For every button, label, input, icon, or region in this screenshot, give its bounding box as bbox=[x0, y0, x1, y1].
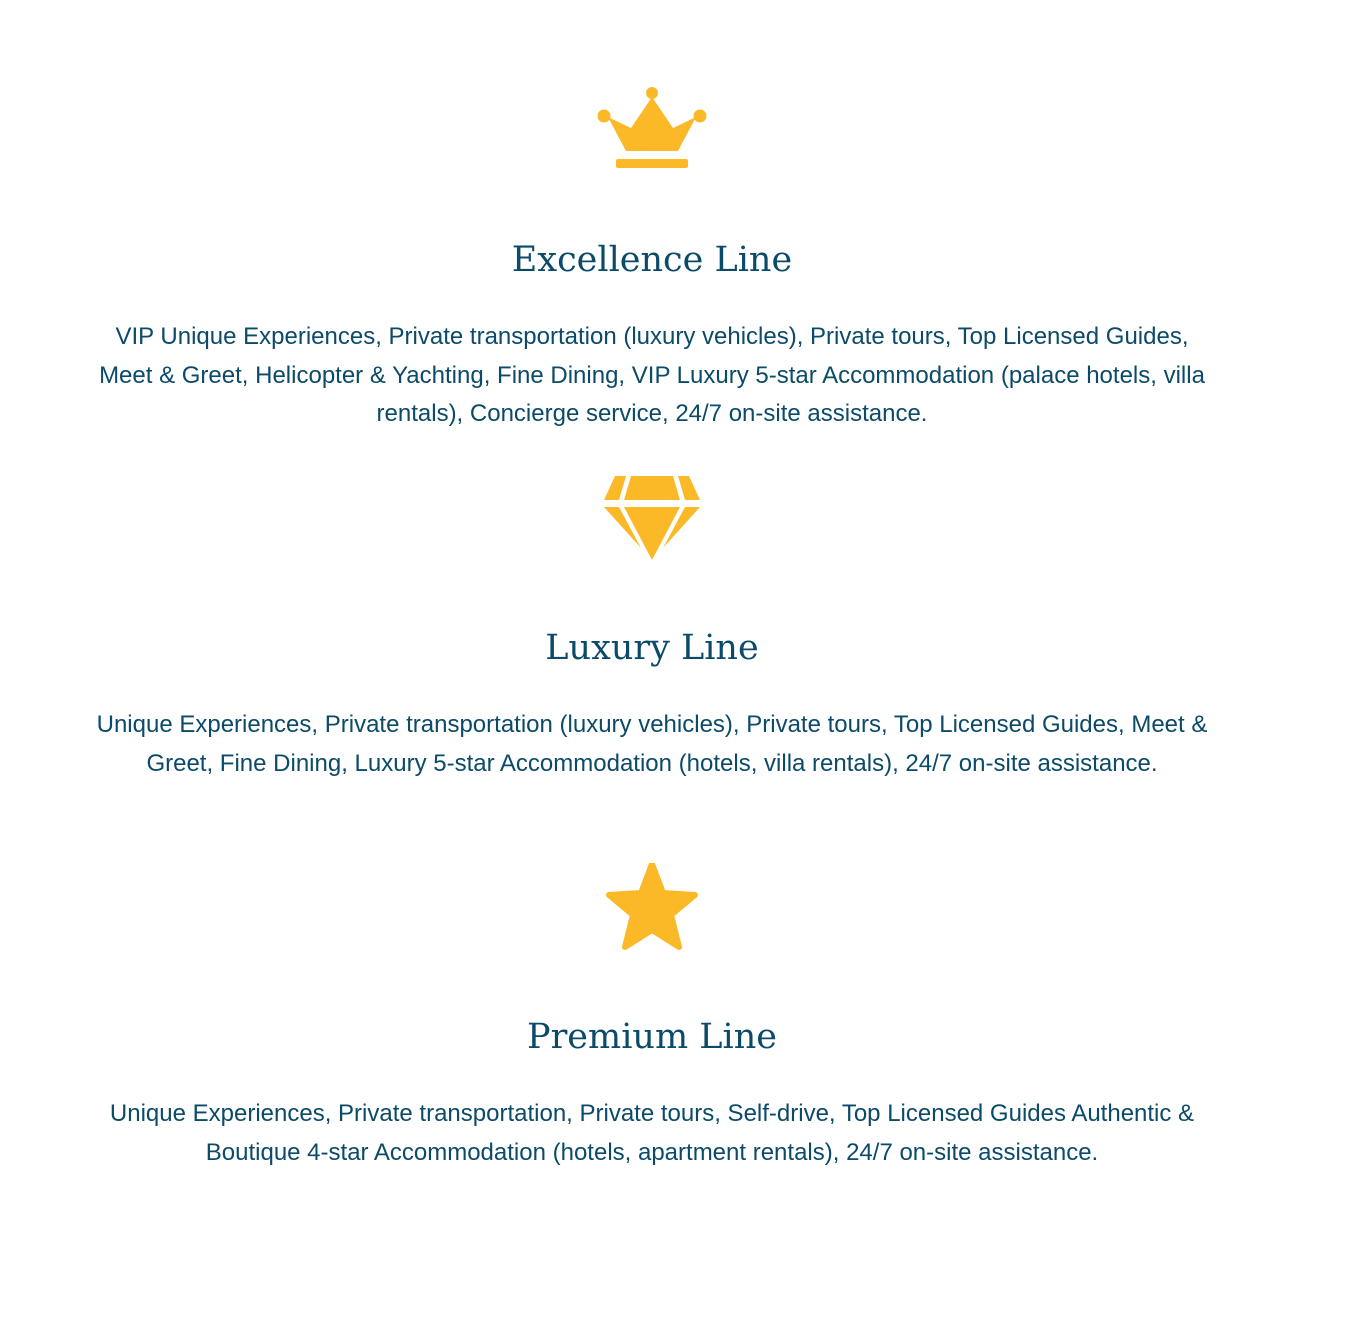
tier-premium bbox=[80, 863, 1224, 1172]
tier-description: Unique Experiences, Private transportation (luxury vehicles), Private tours, Top Licensed Guides, Meet & Greet, Fine Dining, Luxury 5-star Accommodation (hotels, villa rentals), 24/7 on-site assistance. bbox=[96, 711, 1208, 777]
tier-description: Unique Experiences, Private transportation, Private tours, Self-drive, Top Licensed Guides Authentic & Boutique 4-star Accommodation (hotels, apartment rentals), 24/7 on-site assistance. bbox=[109, 1100, 1195, 1166]
tier-title: Premium Line bbox=[527, 1017, 777, 1057]
tier-title: Luxury Line bbox=[545, 628, 759, 668]
tier-title: Excellence Line bbox=[511, 240, 793, 280]
tier-description: VIP Unique Experiences, Private transportation (luxury vehicles), Private tours, Top Licensed Guides, Meet & Greet, Helicopter & Yachting, Fine Dining, VIP Luxury 5-star Accommodation (palace hotels, villa rentals), Concierge service, 24/7 on-site assistance. bbox=[99, 323, 1205, 427]
tier-excellence bbox=[80, 86, 1224, 434]
crown-icon bbox=[597, 86, 707, 176]
star-icon bbox=[597, 863, 707, 953]
tier-luxury bbox=[80, 474, 1224, 783]
diamond-icon bbox=[597, 474, 707, 564]
